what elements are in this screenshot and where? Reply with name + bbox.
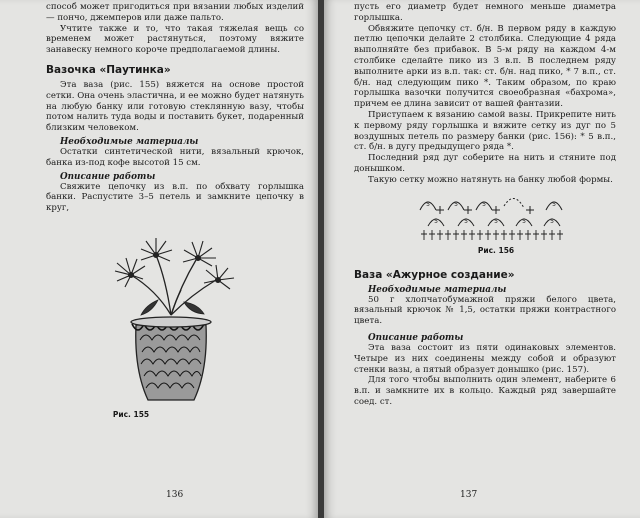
figure-155-caption: Рис. 155 <box>112 409 150 419</box>
crochet-chart <box>418 192 578 242</box>
right-page <box>324 0 640 518</box>
arch-label: 5 <box>464 217 468 225</box>
materials-text-right: 50 г хлопчатобумажной пряжи белого цвета, вязальный крючок № 1,5, остатки пряжи контрастного цвета. <box>354 294 616 327</box>
right-paragraph-3: Приступаем к вязанию самой вазы. Прикрепите нить к первому ряду горлышка и вяжите сетку из дуг по 5 воздушных петель по размеру банки (рис. 156): * 5 в.п., ст. б/н. в дугу предыдущего ряда *. <box>354 109 616 153</box>
arch-label: 5 <box>434 217 438 225</box>
arch-label: 5 <box>454 200 458 208</box>
right-paragraph-4: Последний ряд дуг соберите на нить и стяните под донышком. <box>354 153 616 174</box>
figure-156-caption: Рис. 156 <box>477 245 515 255</box>
arch-label: 5 <box>550 217 554 225</box>
left-paragraph-3: Эта ваза (рис. 155) вяжется на основе простой сетки. Она очень эластична, и ее можно будет натянуть на любую банку или готовую стеклянную вазу, чтобы потом налить туда воды и поставить букет, подаренный близким человеком. <box>46 79 304 134</box>
description-text-right-1: Эта ваза состоит из пяти одинаковых элементов. Четыре из них соединены между собой и образуют стенки вазы, а пятый образует донышко (рис. 157). <box>354 342 616 375</box>
right-paragraph-2: Обвяжите цепочку ст. б/н. В первом ряду в каждую петлю цепочки делайте 2 столбика. Следующие 4 ряда выполняйте без прибавок. В 5-м ряду на каждом 4-м столбике сделайте пико из 3 в.п. В последнем ряду выполните арки из в.п. так: ст. б/н. над пико, * 7 в.п., ст. б/н. над следующим пико *. Таким образом, по краю горлышка вазочки получится своеобразная «бахрома», причем ее длина зависит от вашей фантазии. <box>354 23 616 110</box>
crochet-diagram <box>354 192 616 255</box>
description-text-left: Свяжите цепочку из в.п. по обхвату горлышка банки. Распустите 3–5 петель и замкните цепочку в круг, <box>46 181 304 214</box>
materials-text-left: Остатки синтетической нити, вязальный крючок, банка из-под кофе высотой 15 см. <box>46 146 304 168</box>
vase-illustration <box>86 220 256 410</box>
right-page-number: 137 <box>460 490 478 500</box>
arch-label: 5 <box>552 200 556 208</box>
arch-label: 5 <box>522 217 526 225</box>
arch-label: 5 <box>426 200 430 208</box>
left-paragraph-2: Учтите также и то, что такая тяжелая вещь со временем может растянуться, поэтому вяжите занавеску немного короче предполагаемой длины. <box>46 23 304 56</box>
section-title-azhurnoe: Ваза «Ажурное создание» <box>354 268 515 281</box>
arch-label: 5 <box>494 217 498 225</box>
description-text-right-2: Для того чтобы выполнить один элемент, наберите 6 в.п. и замкните их в кольцо. Каждый ряд завершайте соед. ст. <box>354 375 616 407</box>
materials-heading-right: Необходимые материалы <box>368 284 507 295</box>
left-page-column <box>46 2 304 419</box>
right-paragraph-5: Такую сетку можно натянуть на банку любой формы. <box>368 174 613 185</box>
materials-heading-left: Необходимые материалы <box>60 136 199 147</box>
left-page-number: 136 <box>166 490 184 500</box>
right-paragraph-1: пусть его диаметр будет немного меньше диаметра горлышка. <box>354 2 616 23</box>
right-page-column <box>354 2 616 408</box>
vase-figure <box>46 220 304 419</box>
left-page <box>0 0 318 518</box>
description-heading-right: Описание работы <box>368 332 464 343</box>
description-heading-left: Описание работы <box>60 171 156 182</box>
section-title-pautinka: Вазочка «Паутинка» <box>46 63 171 76</box>
left-top-paragraph: способ может пригодиться при вязании любых изделий — пончо, джемперов или даже пальто. <box>46 2 304 23</box>
arch-label: 5 <box>482 200 486 208</box>
